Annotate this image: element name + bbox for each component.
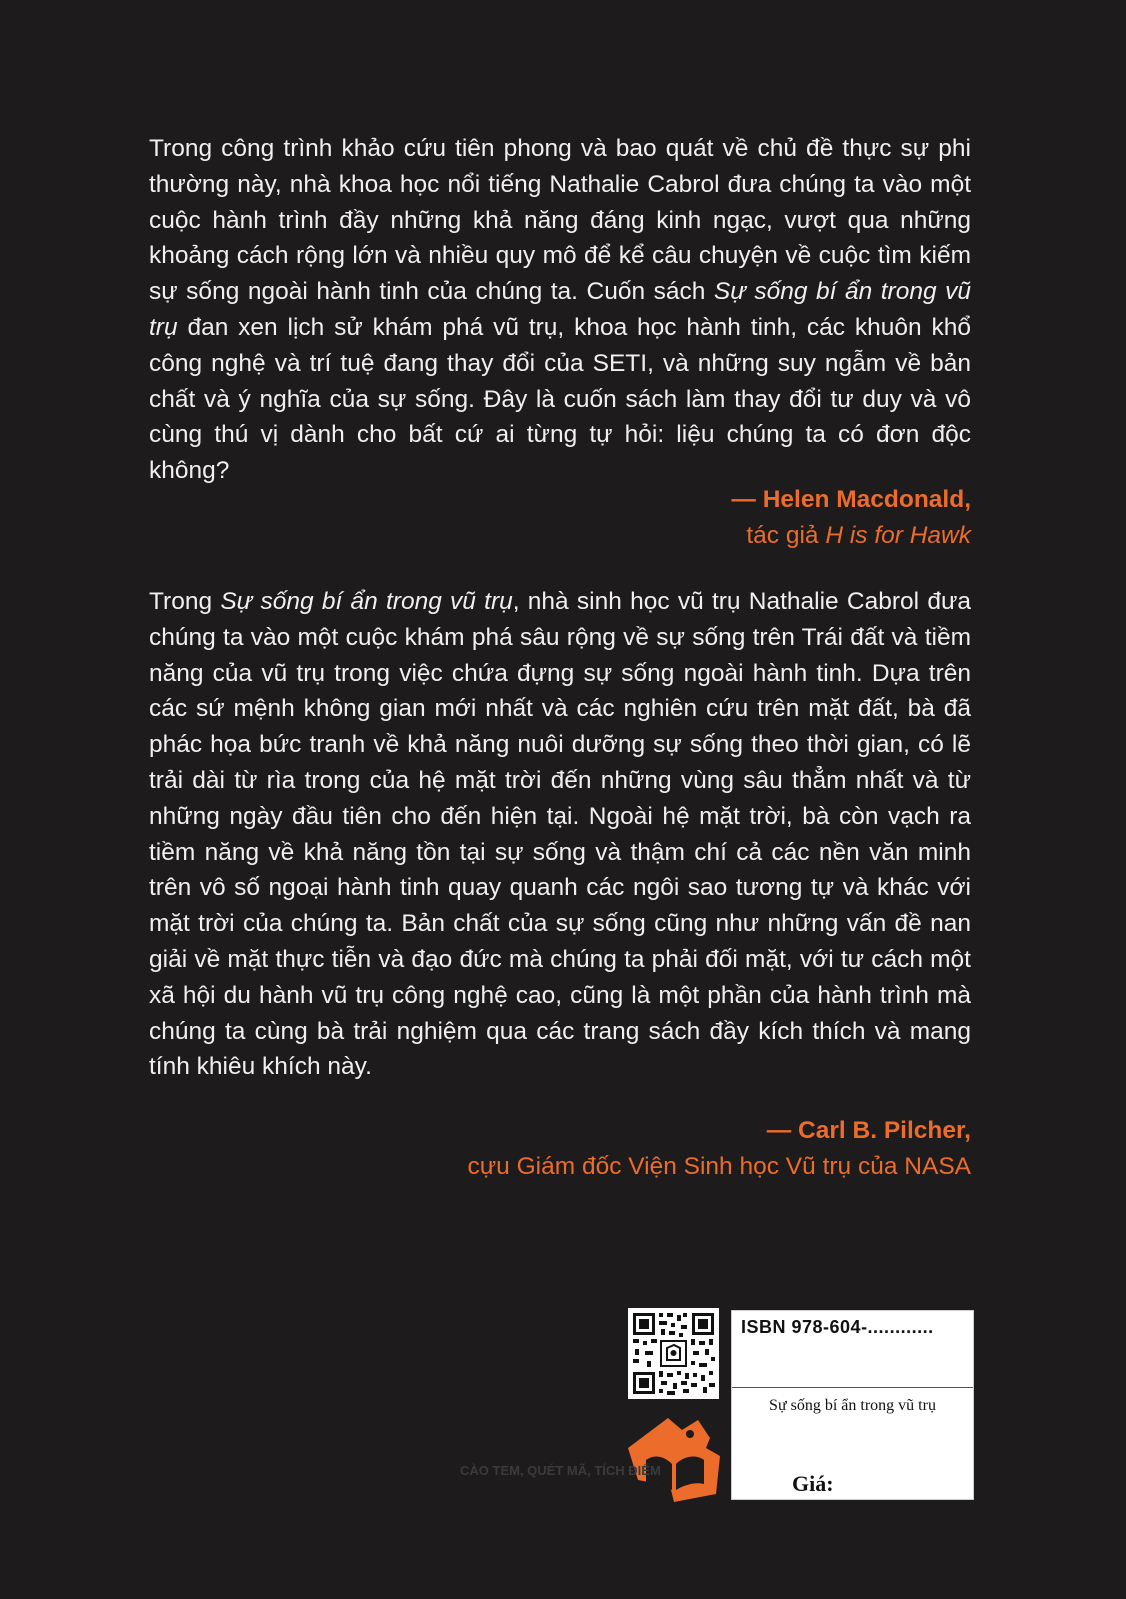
isbn-barcode-box xyxy=(731,1310,974,1500)
quote-2-author: — Carl B. Pilcher, xyxy=(766,1117,971,1144)
isbn-divider xyxy=(732,1387,973,1388)
quote-2-attribution xyxy=(468,1113,971,1185)
quote-1-author-role: tác giả H is for Hawk xyxy=(746,522,971,549)
quote-2-body: , nhà sinh học vũ trụ Nathalie Cabrol đưa chúng ta vào một cuộc khám phá sâu rộng về sự sống trên Trái đất và tiềm năng của vũ trụ trong việc chứa đựng sự sống ngoài hành tinh. Dựa trên các sứ mệnh không gian mới nhất và các nghiên cứu trên mặt đất, bà đã phác họa bức tranh về khả năng nuôi dưỡng sự sống theo thời gian, có lẽ trải dài từ rìa trong của hệ mặt trời đến những vùng sâu thẳm nhất và từ những ngày đầu tiên cho đến hiện tại. Ngoài hệ mặt trời, bà còn vạch ra tiềm năng về khả năng tồn tại sự sống và thậm chí cả các nền văn minh trên vô số ngoại hành tinh quay quanh các ngôi sao tương tự và khác với mặt trời của chúng ta. Bản chất của sự sống cũng như những vấn đề nan giải về mặt thực tiễn và đạo đức mà chúng ta phải đối mặt, với tư cách một xã hội du hành vũ trụ công nghệ cao, cũng là một phần của hành trình mà chúng ta cùng bà trải nghiệm qua các trang sách đầy kích thích và mang tính khiêu khích này. xyxy=(149,588,971,1081)
quote-2-book-title: Sự sống bí ẩn trong vũ trụ xyxy=(220,588,513,615)
qr-code-icon[interactable] xyxy=(628,1308,719,1399)
quote-1-attribution xyxy=(731,482,971,554)
scan-promo-text: CÀO TEM, QUÉT MÃ, TÍCH ĐIỂM xyxy=(460,1463,661,1478)
isbn-book-title: Sự sống bí ẩn trong vũ trụ xyxy=(769,1397,936,1414)
isbn-price-label: Giá: xyxy=(792,1471,834,1496)
quote-1-book-title: Sự sống bí ẩn trong vũ trụ xyxy=(149,278,972,341)
book-sprout-logo-icon xyxy=(624,1414,724,1506)
quote-1-before: Trong công trình khảo cứu tiên phong và bao quát về chủ đề thực sự phi thường này, nhà khoa học nổi tiếng Nathalie Cabrol đưa chúng ta vào một cuộc hành trình đầy những khả năng đáng kinh ngạc, vượt qua những khoảng cách rộng lớn và nhiều quy mô để kể câu chuyện về cuộc tìm kiếm sự sống ngoài hành tinh của chúng ta. Cuốn sách xyxy=(149,135,971,306)
quote-1-text xyxy=(149,131,971,489)
quote-1-author-book: H is for Hawk xyxy=(825,522,971,549)
quote-2-author-role: cựu Giám đốc Viện Sinh học Vũ trụ của NASA xyxy=(467,1153,971,1180)
quote-2-text xyxy=(149,584,971,1085)
quote-2-lead: Trong xyxy=(149,588,213,615)
quote-1-after: đan xen lịch sử khám phá vũ trụ, khoa học hành tinh, các khuôn khổ công nghệ và trí tuệ đang thay đổi của SETI, và những suy ngẫm về bản chất và ý nghĩa của sự sống. Đây là cuốn sách làm thay đổi tư duy và vô cùng thú vị dành cho bất cứ ai từng tự hỏi: liệu chúng ta có đơn độc không? xyxy=(149,313,971,485)
isbn-number: ISBN 978-604-............ xyxy=(741,1317,934,1337)
quote-1-author: — Helen Macdonald, xyxy=(731,486,971,513)
